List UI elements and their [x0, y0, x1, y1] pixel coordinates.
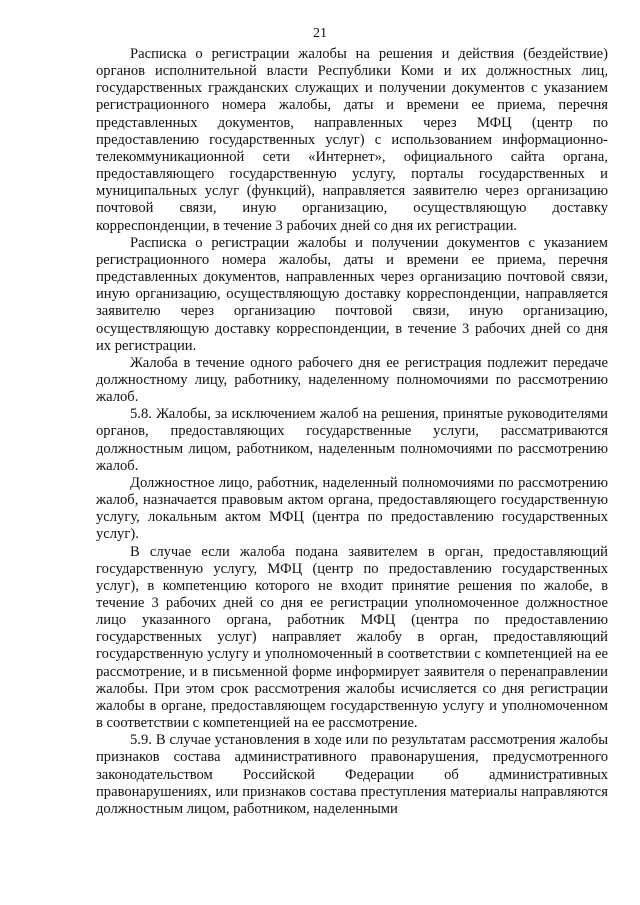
paragraph-clause-5-9: 5.9. В случае установления в ходе или по результатам рассмотрения жалобы признаков состава административного правонарушения, предусмотренного законодательством Российской Федерации об административных правонарушениях, или признаков состава преступления материалы направляются должностным лицом, работником, наделенными [96, 732, 608, 817]
paragraph-clause-5-8: 5.8. Жалобы, за исключением жалоб на решения, принятые руководителями органов, предоставляющих государственные услуги, рассматриваются должностным лицом, работником, наделенным полномочиями по рассмотрению жалоб. [96, 406, 608, 474]
paragraph-complaint-transfer: Жалоба в течение одного рабочего дня ее регистрация подлежит передаче должностному лицу, работнику, наделенному полномочиями по рассмотрению жалоб. [96, 354, 608, 406]
paragraph-appointment: Должностное лицо, работник, наделенный полномочиями по рассмотрению жалоб, назначается правовым актом органа, предоставляющего государственную услугу, локальным актом МФЦ (центра по предоставлению государственных услуг). [96, 474, 608, 543]
document-body [96, 46, 608, 818]
paragraph-receipt-mfc: Расписка о регистрации жалобы на решения и действия (бездействие) органов исполнительной власти Республики Коми и их должностных лиц, государственных гражданских служащих и получении документов с указанием регистрационного номера жалобы, даты и времени ее приема, перечня представленных документов, направленных через МФЦ (центр по предоставлению государственных услуг) с использованием информационно-телекоммуникационной сети «Интернет», официального сайта органа, предоставляющего государственную услугу, порталы государственных и муниципальных услуг (функций), направляется заявителю через организацию почтовой связи, иную организацию, осуществляющую доставку корреспонденции, в течение 3 рабочих дней со дня их регистрации. [96, 46, 608, 234]
paragraph-redirection: В случае если жалоба подана заявителем в орган, предоставляющий государственную услугу, МФЦ (центр по предоставлению государственных услуг), в компетенцию которого не входит принятие решения по жалобе, в течение 3 рабочих дней со дня ее регистрации уполномоченное должностное лицо указанного органа, работник МФЦ (центра по предоставлению государственных услуг) направляет жалобу в орган, предоставляющий государственную услугу и уполномоченный в соответствии с компетенцией на ее рассмотрение, и в письменной форме информирует заявителя о перенаправлении жалобы. При этом срок рассмотрения жалобы исчисляется со дня регистрации жалобы в органе, предоставляющем государственную услугу и уполномоченном в соответствии с компетенцией на ее рассмотрение. [96, 543, 608, 732]
page-number: 21 [313, 26, 327, 41]
paragraph-receipt-postal: Расписка о регистрации жалобы и получении документов с указанием регистрационного номера жалобы, даты и времени ее приема, перечня представленных документов, направленных через организацию почтовой связи, иную организацию, осуществляющую доставку корреспонденции, направляется заявителю через организацию почтовой связи, иную организацию, осуществляющую доставку корреспонденции, в течение 3 рабочих дней со дня их регистрации. [96, 234, 608, 354]
